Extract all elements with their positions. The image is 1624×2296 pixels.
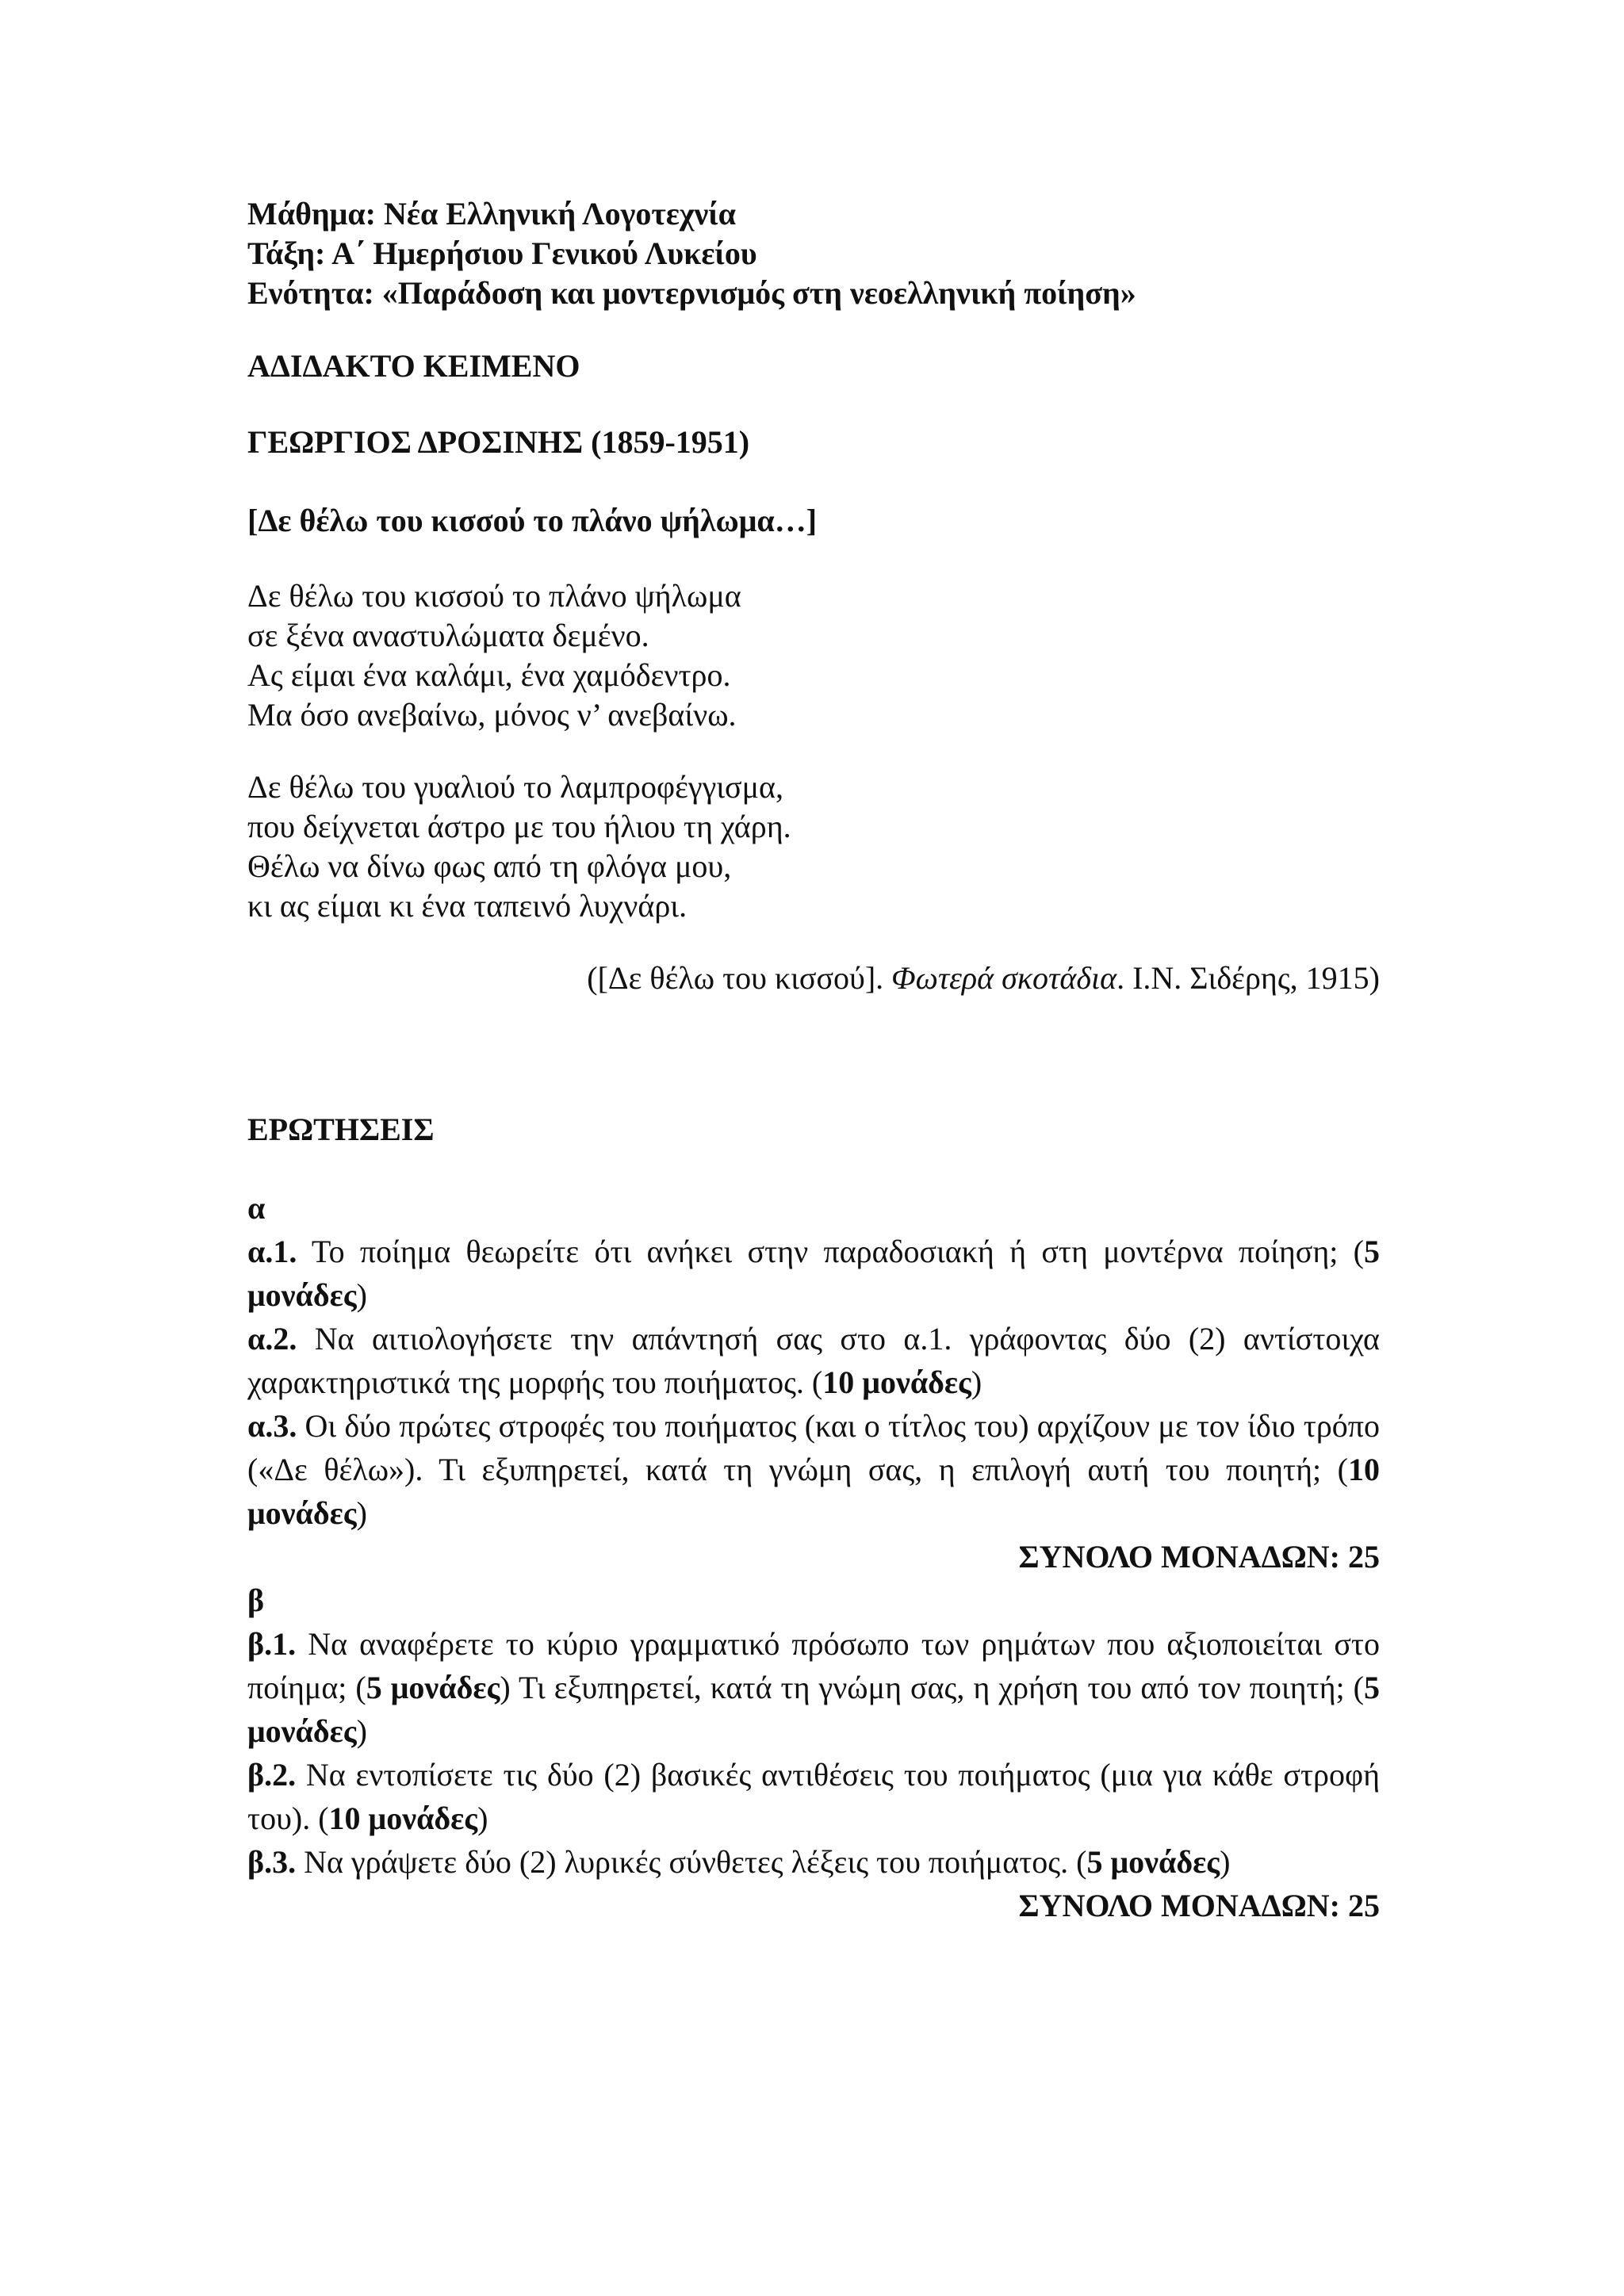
group-a-label: α xyxy=(247,1190,266,1226)
question-a2 xyxy=(247,1317,1380,1404)
poem-source xyxy=(247,959,1380,998)
questions-heading: ΕΡΩΤΗΣΕΙΣ xyxy=(247,1112,435,1147)
poem-line: σε ξένα αναστυλώματα δεμένο. xyxy=(247,618,649,653)
question-close: ) xyxy=(356,1713,367,1749)
question-a1 xyxy=(247,1230,1380,1317)
poem-line: κι ας είμαι κι ένα ταπεινό λυχνάρι. xyxy=(247,888,688,924)
poem-line: Δε θέλω του γυαλιού το λαμπροφέγγισμα, xyxy=(247,769,783,805)
question-number: β.1. xyxy=(247,1626,297,1662)
question-number: β.3. xyxy=(247,1844,297,1880)
poem-line: Μα όσο ανεβαίνω, μόνος ν’ ανεβαίνω. xyxy=(247,697,737,733)
question-text: Να αναφέρετε το κύριο γραμματικό πρόσωπο των ρημάτων που αξιοποιείται στο ποίημα; ( xyxy=(247,1626,1380,1705)
source-book-title: Φωτερά σκοτάδια xyxy=(891,960,1117,996)
question-points: 10 μονάδες xyxy=(247,1452,1380,1531)
poem-line: που δείχνεται άστρο με του ήλιου τη χάρη. xyxy=(247,809,791,844)
question-number: β.2. xyxy=(247,1757,297,1793)
question-b2 xyxy=(247,1753,1380,1840)
question-points: 10 μονάδες xyxy=(328,1800,478,1836)
poem-stanza-1 xyxy=(247,576,1380,735)
question-text: Να γράψετε δύο (2) λυρικές σύνθετες λέξεις του ποιήματος. ( xyxy=(296,1844,1087,1880)
question-close: ) xyxy=(1220,1844,1231,1880)
poem-title: [Δε θέλω του κισσού το πλάνο ψήλωμα…] xyxy=(247,503,818,538)
question-close: ) xyxy=(356,1495,367,1531)
question-close: ) xyxy=(356,1277,367,1313)
question-a3 xyxy=(247,1404,1380,1535)
question-number: α.2. xyxy=(247,1321,297,1357)
group-b-label: β xyxy=(247,1582,265,1618)
question-text: Οι δύο πρώτες στροφές του ποιήματος (και ο τίτλος του) αρχίζουν με τον ίδιο τρόπο («Δε θέλω»). Τι εξυπηρετεί, κατά τη γνώμη σας, η επιλογή αυτή του ποιητή; ( xyxy=(247,1408,1380,1487)
question-number: α.1. xyxy=(247,1234,297,1269)
section-title: ΑΔΙΔΑΚΤΟ ΚΕΙΜΕΝΟ xyxy=(247,348,580,384)
question-text-continued: ) Τι εξυπηρετεί, κατά τη γνώμη σας, η χρήση του από τον ποιητή; ( xyxy=(500,1670,1364,1705)
question-points: 5 μονάδες xyxy=(1086,1844,1220,1880)
poem-stanza-2 xyxy=(247,767,1380,926)
question-close: ) xyxy=(971,1364,982,1400)
question-b3 xyxy=(247,1840,1380,1884)
question-points: 10 μονάδες xyxy=(822,1364,971,1400)
question-text: Το ποίημα θεωρείτε ότι ανήκει στην παραδοσιακή ή στη μοντέρνα ποίηση; ( xyxy=(297,1234,1364,1269)
question-b1 xyxy=(247,1622,1380,1753)
group-a-total: ΣΥΝΟΛΟ ΜΟΝΑΔΩΝ: 25 xyxy=(1018,1539,1380,1575)
poem-line: Θέλω να δίνω φως από τη φλόγα μου, xyxy=(247,848,732,884)
subject-line: Μάθημα: Νέα Ελληνική Λογοτεχνία xyxy=(247,196,736,232)
questions-section xyxy=(247,1186,1380,1927)
question-points: 5 μονάδες xyxy=(247,1670,1380,1749)
question-close: ) xyxy=(477,1800,488,1836)
group-b-total: ΣΥΝΟΛΟ ΜΟΝΑΔΩΝ: 25 xyxy=(1018,1888,1380,1923)
poem-line: Δε θέλω του κισσού το πλάνο ψήλωμα xyxy=(247,578,741,614)
poem-line: Ας είμαι ένα καλάμι, ένα χαμόδεντρο. xyxy=(247,657,731,693)
source-prefix: ([Δε θέλω του κισσού]. xyxy=(587,960,892,996)
question-points: 5 μονάδες xyxy=(247,1234,1380,1313)
question-text: Να αιτιολογήσετε την απάντησή σας στο α.1. γράφοντας δύο (2) αντίστοιχα χαρακτηριστικά της μορφής του ποιήματος. ( xyxy=(247,1321,1380,1400)
question-text: Να εντοπίσετε τις δύο (2) βασικές αντιθέσεις του ποιήματος (μια για κάθε στροφή του). ( xyxy=(247,1757,1380,1836)
source-suffix: . Ι.Ν. Σιδέρης, 1915) xyxy=(1116,960,1380,996)
class-line: Τάξη: Α΄ Ημερήσιου Γενικού Λυκείου xyxy=(247,235,757,271)
document-header xyxy=(247,194,1380,313)
poem-author: ΓΕΩΡΓΙΟΣ ΔΡΟΣΙΝΗΣ (1859-1951) xyxy=(247,424,750,460)
unit-line: Ενότητα: «Παράδοση και μοντερνισμός στη νεοελληνική ποίηση» xyxy=(247,275,1136,311)
question-points: 5 μονάδες xyxy=(366,1670,500,1705)
question-number: α.3. xyxy=(247,1408,297,1444)
